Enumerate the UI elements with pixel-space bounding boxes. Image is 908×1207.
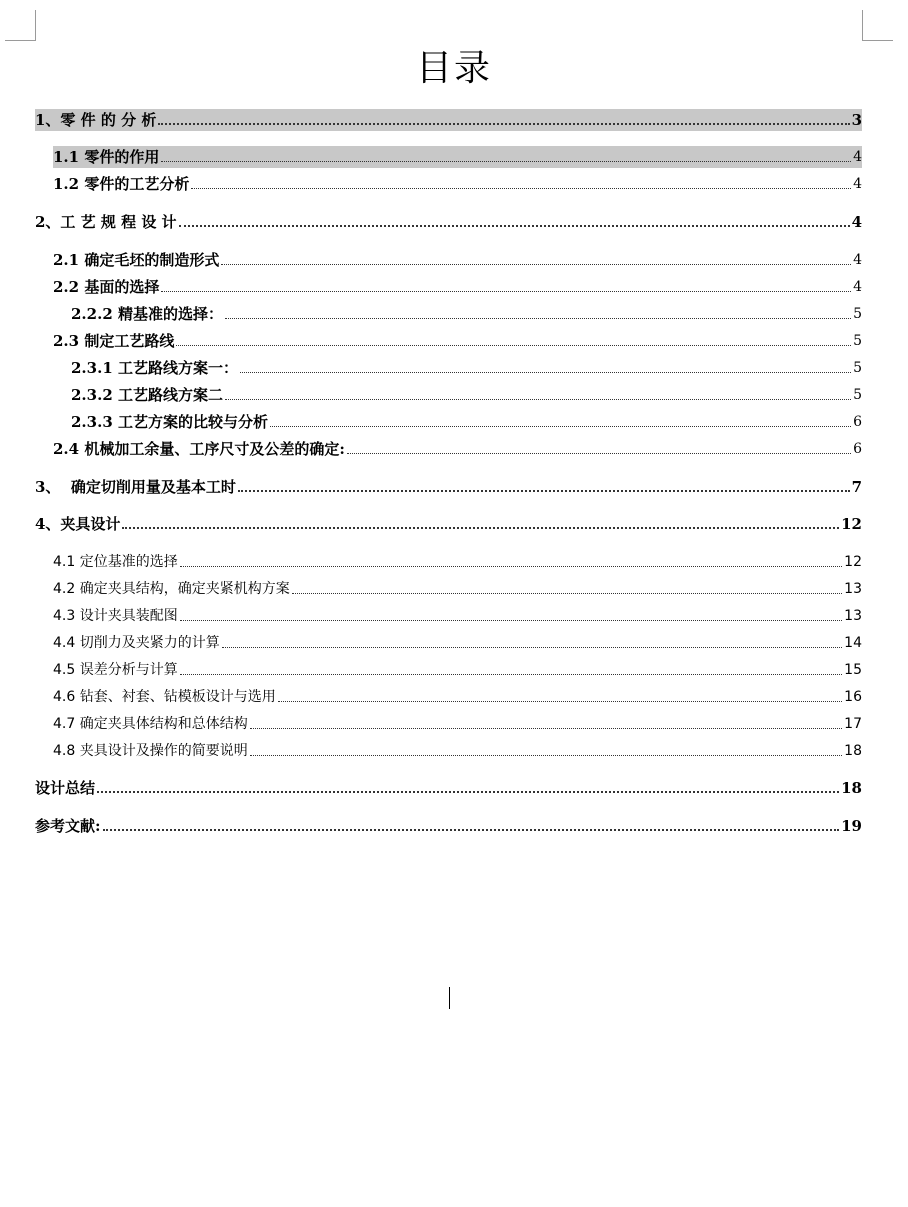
toc-leader [222, 647, 842, 648]
toc-page-number: 5 [853, 306, 862, 322]
toc-page-number: 4 [851, 213, 862, 231]
toc-entry-4-6[interactable] [53, 686, 862, 708]
toc-leader [250, 728, 842, 729]
toc-entry-4-2[interactable] [53, 578, 862, 600]
toc-leader [180, 620, 842, 621]
toc-entry-4-4[interactable] [53, 632, 862, 654]
toc-entry-summary[interactable] [35, 777, 862, 799]
toc-entry-2-3-3[interactable] [71, 411, 862, 433]
toc-page-number: 13 [844, 608, 862, 624]
toc-entry-4-1[interactable] [53, 551, 862, 573]
toc-page-number: 14 [844, 635, 862, 651]
toc-entry-label: 3、 确定切削用量及基本工时 [35, 478, 236, 496]
toc-leader [158, 123, 849, 125]
toc-entry-label: 4.1 定位基准的选择 [53, 554, 178, 570]
toc-page-number: 6 [853, 414, 862, 430]
toc-page-number: 4 [853, 149, 862, 165]
toc-leader [240, 372, 851, 373]
toc-entry-2[interactable] [35, 211, 862, 233]
toc-page-number: 19 [841, 817, 862, 835]
toc-entry-label: 4.6 钻套、衬套、钻模板设计与选用 [53, 689, 276, 705]
toc-entry-2-3-1[interactable] [71, 357, 862, 379]
toc-page-number: 18 [841, 779, 862, 797]
toc-leader [176, 345, 851, 346]
toc-leader [161, 291, 851, 292]
toc-entry-1-2[interactable] [53, 173, 862, 195]
toc-entry-4-7[interactable] [53, 713, 862, 735]
toc-entry-label: 2.4 机械加工余量、工序尺寸及公差的确定: [53, 440, 345, 458]
toc-page-number: 4 [853, 176, 862, 192]
toc-entry-references[interactable] [35, 815, 862, 837]
toc-entry-label: 4.5 误差分析与计算 [53, 662, 178, 678]
toc-page-number: 4 [853, 279, 862, 295]
page-title: 目录 [415, 48, 492, 89]
toc-page-number: 3 [851, 111, 862, 129]
toc-leader [238, 490, 850, 492]
toc-page-number: 18 [844, 743, 862, 759]
toc-entry-2-2-2[interactable] [71, 303, 862, 325]
toc-page-number: 5 [853, 387, 862, 403]
toc-leader [179, 225, 850, 227]
toc-entry-label: 2.3 制定工艺路线 [53, 332, 175, 350]
toc-entry-label: 2.2.2 精基准的选择： [71, 305, 223, 323]
toc-entry-1[interactable] [35, 109, 862, 131]
toc-entry-2-2[interactable] [53, 276, 862, 298]
toc-entry-2-1[interactable] [53, 249, 862, 271]
toc-entry-label: 4、夹具设计 [35, 515, 121, 533]
toc-entry-label: 4.2 确定夹具结构，确定夹紧机构方案 [53, 581, 290, 597]
toc-leader [180, 674, 842, 675]
toc-entry-label: 1.1 零件的作用 [53, 148, 160, 166]
toc-leader [250, 755, 842, 756]
toc-leader [103, 829, 840, 831]
toc-page-number: 7 [851, 478, 862, 496]
toc-page-number: 4 [853, 252, 862, 268]
toc-leader [180, 566, 842, 567]
toc-leader [97, 791, 839, 793]
toc-entry-label: 设计总结 [35, 779, 96, 797]
toc-entry-label: 2、工 艺 规 程 设 计 [35, 213, 177, 231]
toc-page-number: 12 [841, 515, 862, 533]
toc-page-number: 16 [844, 689, 862, 705]
toc-entry-3[interactable] [35, 476, 862, 498]
toc-leader [191, 188, 851, 189]
text-cursor [449, 987, 450, 1009]
toc-page-number: 6 [853, 441, 862, 457]
toc-page-number: 15 [844, 662, 862, 678]
toc-leader [122, 527, 839, 529]
toc-entry-label: 1.2 零件的工艺分析 [53, 175, 190, 193]
toc-entry-2-4[interactable] [53, 438, 862, 460]
toc-entry-4[interactable] [35, 513, 862, 535]
toc-entry-label: 2.3.1 工艺路线方案一： [71, 359, 238, 377]
toc-page-number: 17 [844, 716, 862, 732]
toc-entry-1-1[interactable] [53, 146, 862, 168]
toc-entry-label: 2.3.3 工艺方案的比较与分析 [71, 413, 268, 431]
toc-entry-label: 2.3.2 工艺路线方案二 [71, 386, 223, 404]
toc-page-number: 5 [853, 333, 862, 349]
toc-leader [270, 426, 851, 427]
toc-entry-4-5[interactable] [53, 659, 862, 681]
toc-leader [161, 161, 851, 162]
toc-leader [278, 701, 842, 702]
toc-page-number: 5 [853, 360, 862, 376]
toc-entry-label: 4.4 切削力及夹紧力的计算 [53, 635, 220, 651]
toc-leader [292, 593, 842, 594]
toc-entry-2-3[interactable] [53, 330, 862, 352]
toc-page-number: 12 [844, 554, 862, 570]
toc-leader [225, 318, 851, 319]
toc-page-number: 13 [844, 581, 862, 597]
toc-entry-label: 2.2 基面的选择 [53, 278, 160, 296]
toc-entry-label: 4.7 确定夹具体结构和总体结构 [53, 716, 248, 732]
toc-entry-label: 1、零 件 的 分 析 [35, 111, 157, 129]
toc-leader [347, 453, 851, 454]
toc-entry-label: 参考文献: [35, 817, 101, 835]
toc-entry-4-3[interactable] [53, 605, 862, 627]
toc-leader [225, 399, 851, 400]
toc-entry-label: 4.3 设计夹具装配图 [53, 608, 178, 624]
toc-entry-4-8[interactable] [53, 740, 862, 762]
toc-entry-2-3-2[interactable] [71, 384, 862, 406]
toc-entry-label: 4.8 夹具设计及操作的简要说明 [53, 743, 248, 759]
toc-leader [221, 264, 851, 265]
toc-entry-label: 2.1 确定毛坯的制造形式 [53, 251, 220, 269]
